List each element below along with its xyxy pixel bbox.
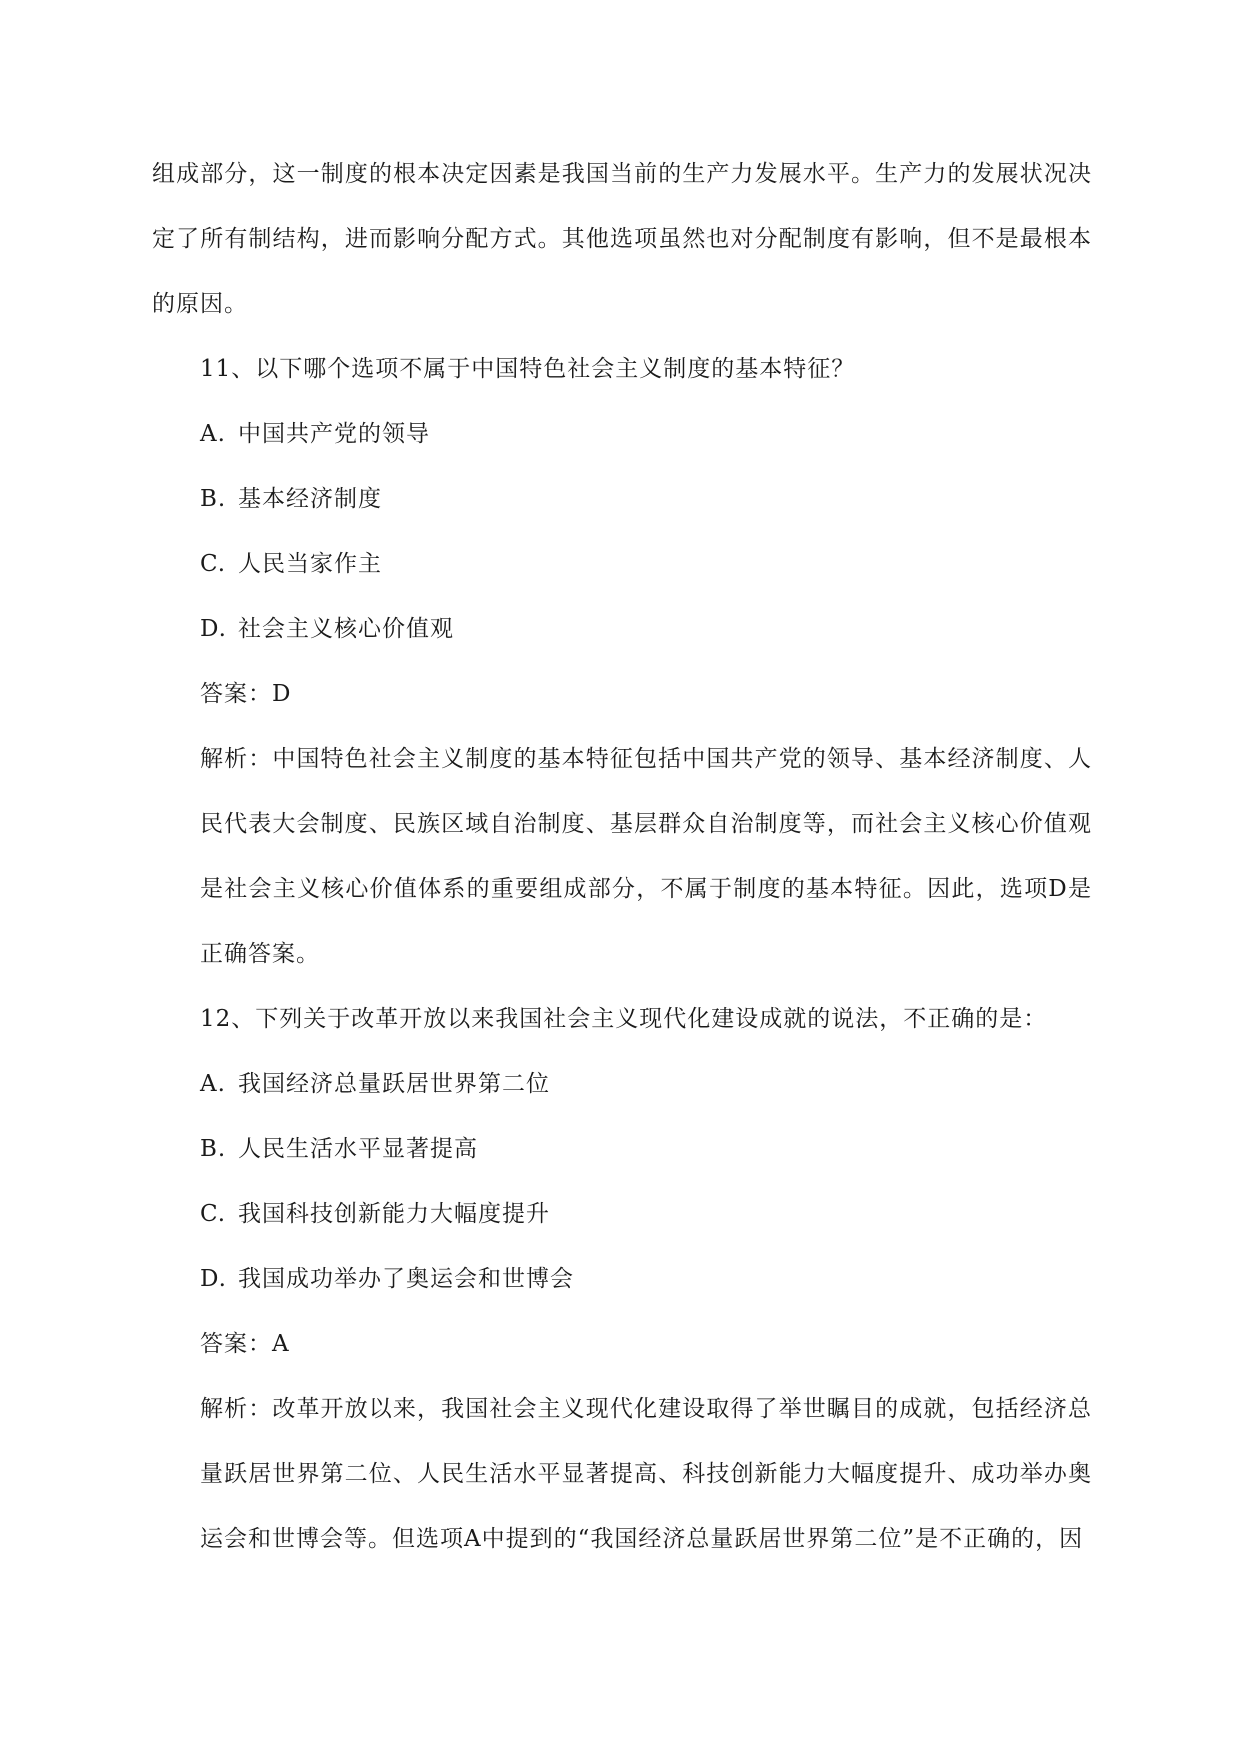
option-d: [152, 597, 1092, 662]
option-letter: C.: [200, 551, 227, 577]
option-text: 我国经济总量跃居世界第二位: [238, 1071, 550, 1097]
question-stem: 11、以下哪个选项不属于中国特色社会主义制度的基本特征？: [200, 356, 856, 382]
option-letter: B.: [200, 1136, 227, 1162]
option-a: [152, 402, 1092, 467]
option-letter: A.: [200, 1071, 226, 1097]
option-c: [152, 1182, 1092, 1247]
option-text: 我国科技创新能力大幅度提升: [238, 1201, 550, 1227]
answer-line: 答案：A: [200, 1331, 290, 1357]
option-text: 我国成功举办了奥运会和世博会: [238, 1266, 574, 1292]
question-stem: 12、下列关于改革开放以来我国社会主义现代化建设成就的说法，不正确的是：: [200, 1006, 1048, 1032]
option-text: 人民生活水平显著提高: [238, 1136, 478, 1162]
continuation-paragraph: 组成部分，这一制度的根本决定因素是我国当前的生产力发展水平。生产力的发展状况决定了所有制结构，进而影响分配方式。其他选项虽然也对分配制度有影响，但不是最根本的原因。: [152, 161, 1092, 317]
option-text: 人民当家作主: [238, 551, 382, 577]
option-letter: D.: [200, 1266, 227, 1292]
option-letter: D.: [200, 616, 227, 642]
option-letter: B.: [200, 486, 227, 512]
option-letter: C.: [200, 1201, 227, 1227]
option-d: [152, 1247, 1092, 1312]
page-content: [152, 142, 1092, 1572]
explanation-paragraph: 解析：中国特色社会主义制度的基本特征包括中国共产党的领导、基本经济制度、人民代表大会制度、民族区域自治制度、基层群众自治制度等，而社会主义核心价值观是社会主义核心价值体系的重要组成部分，不属于制度的基本特征。因此，选项D是正确答案。: [200, 746, 1092, 967]
explanation-paragraph: 解析：改革开放以来，我国社会主义现代化建设取得了举世瞩目的成就，包括经济总量跃居世界第二位、人民生活水平显著提高、科技创新能力大幅度提升、成功举办奥运会和世博会等。但选项A中提到的“我国经济总量跃居世界第二位”是不正确的，因: [200, 1396, 1092, 1552]
option-c: [152, 532, 1092, 597]
question-12: [152, 987, 1092, 1572]
option-b: [152, 467, 1092, 532]
option-text: 社会主义核心价值观: [238, 616, 454, 642]
option-b: [152, 1117, 1092, 1182]
option-a: [152, 1052, 1092, 1117]
option-letter: A.: [200, 421, 226, 447]
option-text: 基本经济制度: [238, 486, 382, 512]
answer-line: 答案：D: [200, 681, 292, 707]
question-11: [152, 337, 1092, 987]
option-text: 中国共产党的领导: [238, 421, 430, 447]
